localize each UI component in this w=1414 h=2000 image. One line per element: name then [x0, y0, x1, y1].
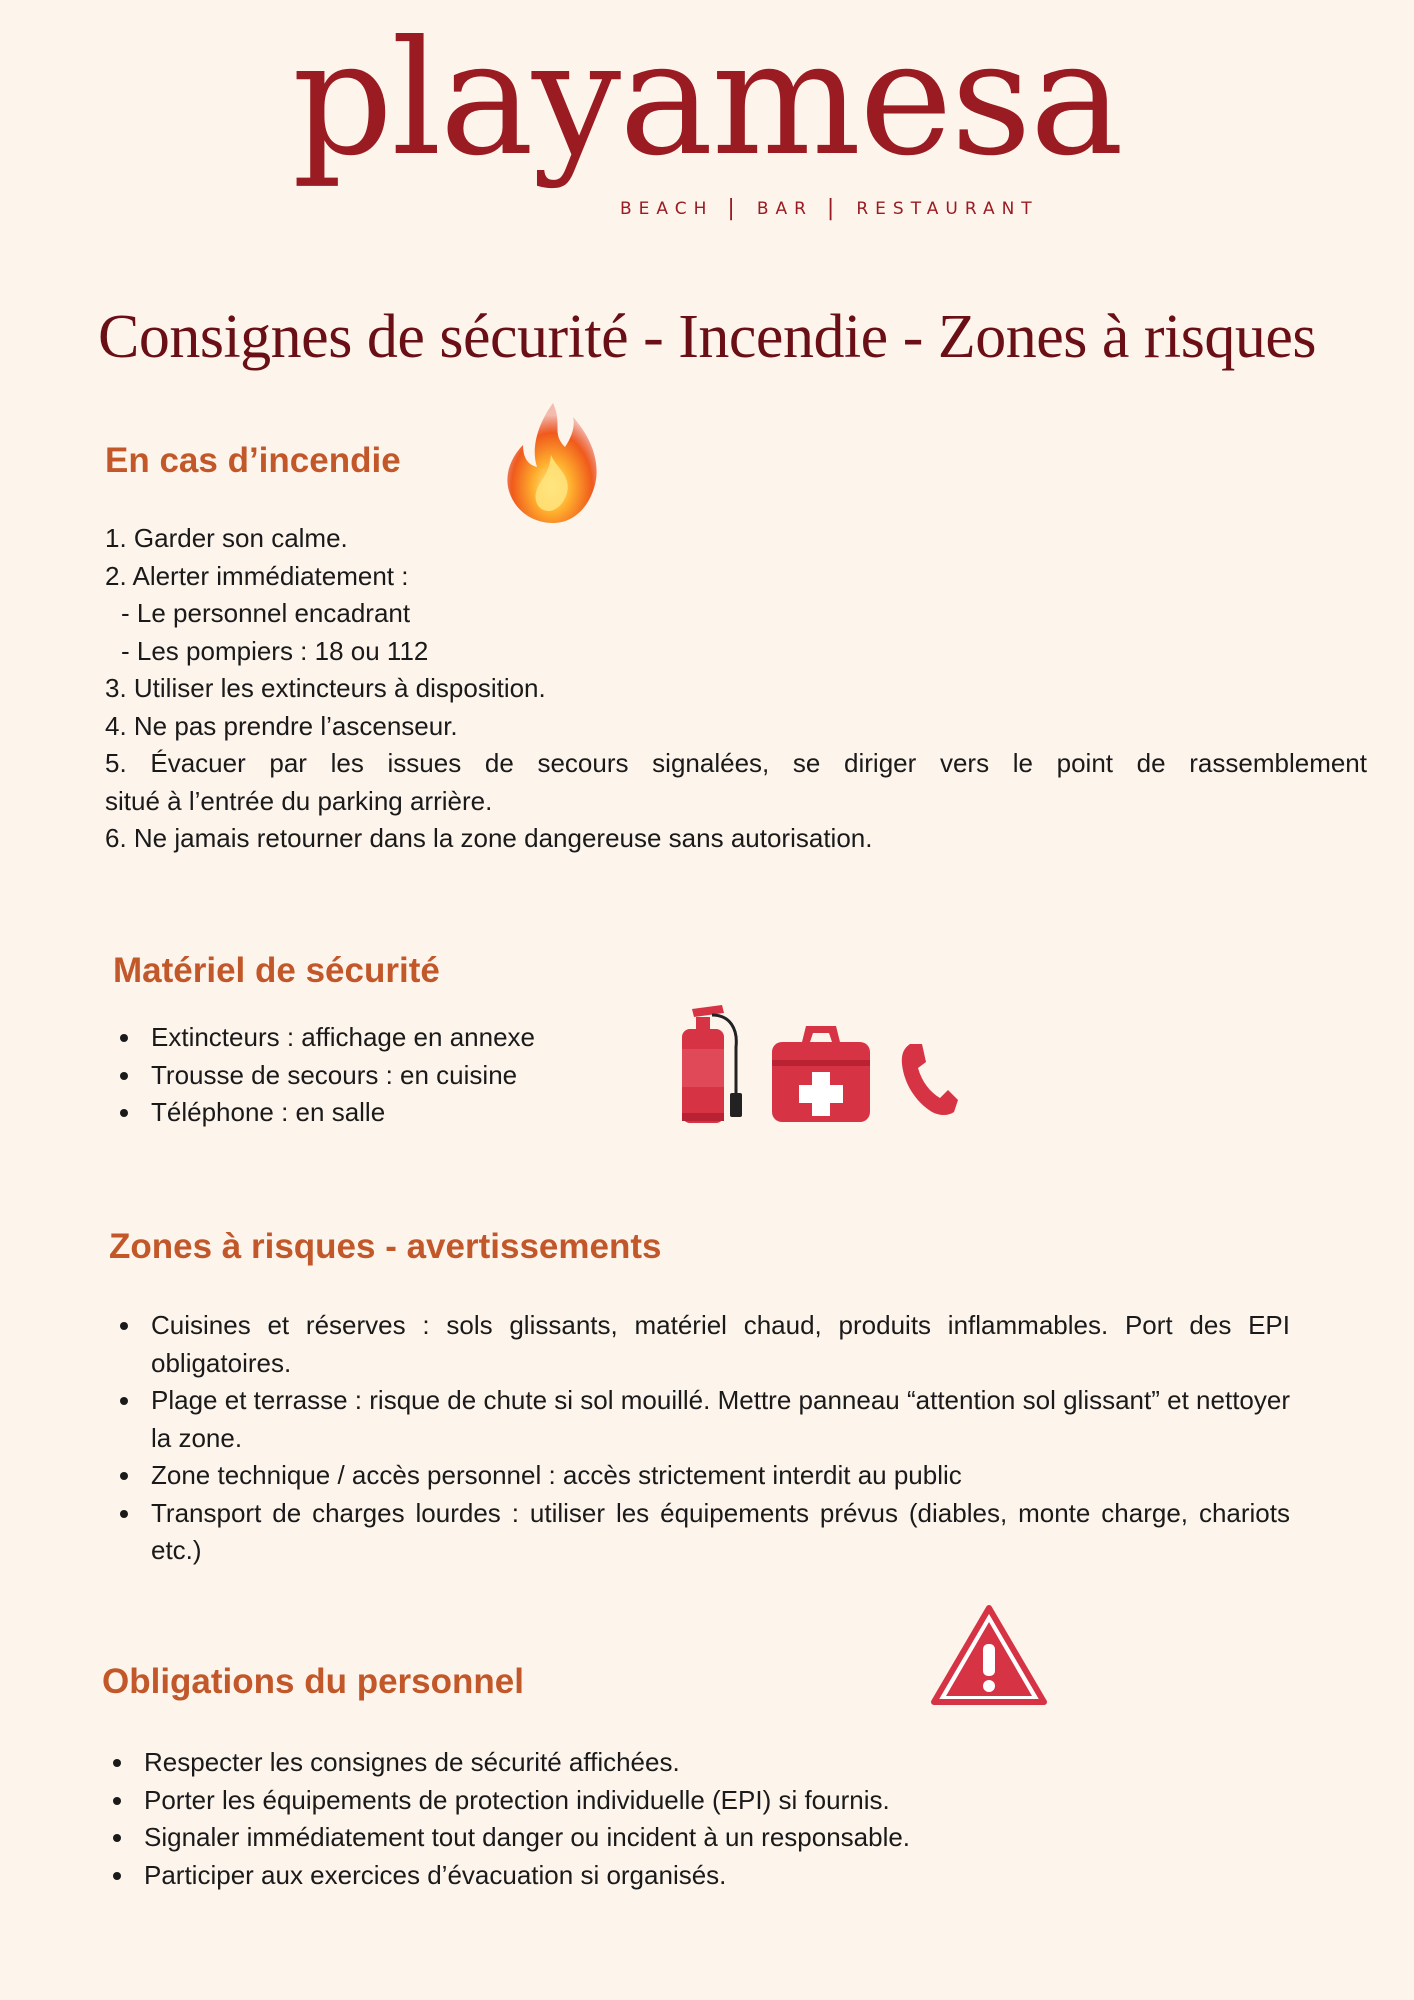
fire-icon	[493, 395, 613, 530]
zone-item: Cuisines et réserves : sols glissants, matériel chaud, produits inflammables. Port des EPI obligatoires.	[105, 1307, 1290, 1382]
staff-item: Porter les équipements de protection individuelle (EPI) si fournis.	[98, 1782, 1098, 1820]
equipment-list	[105, 1019, 665, 1132]
zones-list	[105, 1307, 1290, 1570]
fire-step: 6. Ne jamais retourner dans la zone dangereuse sans autorisation.	[105, 823, 873, 853]
tagline-beach: BEACH	[620, 198, 714, 219]
fire-section-heading: En cas d’incendie	[105, 441, 401, 480]
fire-step: - Le personnel encadrant	[121, 598, 411, 628]
tagline-bar: BAR	[756, 198, 813, 219]
page-title: Consignes de sécurité - Incendie - Zones à risques	[97, 303, 1317, 371]
fire-steps	[105, 520, 1367, 858]
zones-section-heading: Zones à risques - avertissements	[109, 1227, 662, 1266]
fire-step: 1. Garder son calme.	[105, 523, 348, 553]
staff-item: Respecter les consignes de sécurité affichées.	[98, 1744, 1098, 1782]
fire-step: 2. Alerter immédiatement :	[105, 560, 409, 591]
fire-step: - Les pompiers : 18 ou 112	[121, 635, 429, 666]
staff-item: Signaler immédiatement tout danger ou incident à un responsable.	[98, 1819, 1098, 1857]
zone-item: Plage et terrasse : risque de chute si sol mouillé. Mettre panneau “attention sol glissant” et nettoyer la zone.	[105, 1382, 1290, 1457]
first-aid-kit-icon	[768, 1020, 874, 1126]
phone-icon	[898, 1040, 960, 1118]
equipment-item: Extincteurs : affichage en annexe	[105, 1019, 665, 1057]
fire-step: 3. Utiliser les extincteurs à disposition.	[105, 673, 546, 703]
equipment-item: Trousse de secours : en cuisine	[105, 1057, 665, 1095]
fire-step: situé à l’entrée du parking arrière.	[105, 785, 493, 816]
equipment-section-heading: Matériel de sécurité	[113, 951, 440, 990]
equipment-item: Téléphone : en salle	[105, 1094, 665, 1132]
fire-extinguisher-icon	[672, 1003, 744, 1129]
tagline-separator: |	[826, 196, 835, 221]
fire-step: 5. Évacuer par les issues de secours signalées, se diriger vers le point de rassemblement	[105, 748, 1367, 778]
tagline-separator: |	[727, 196, 735, 221]
warning-icon	[928, 1602, 1050, 1710]
zone-item: Transport de charges lourdes : utiliser les équipements prévus (diables, monte charge, chariots etc.)	[105, 1495, 1290, 1570]
staff-item: Participer aux exercices d’évacuation si organisés.	[98, 1857, 1098, 1895]
staff-list	[98, 1744, 1098, 1894]
staff-section-heading: Obligations du personnel	[102, 1662, 524, 1701]
zone-item: Zone technique / accès personnel : accès strictement interdit au public	[105, 1457, 1290, 1495]
brand-tagline	[620, 196, 1039, 221]
fire-step: 4. Ne pas prendre l’ascenseur.	[105, 710, 458, 741]
brand-logo: playamesa	[292, 7, 1122, 191]
tagline-restaurant: RESTAURANT	[856, 198, 1039, 219]
